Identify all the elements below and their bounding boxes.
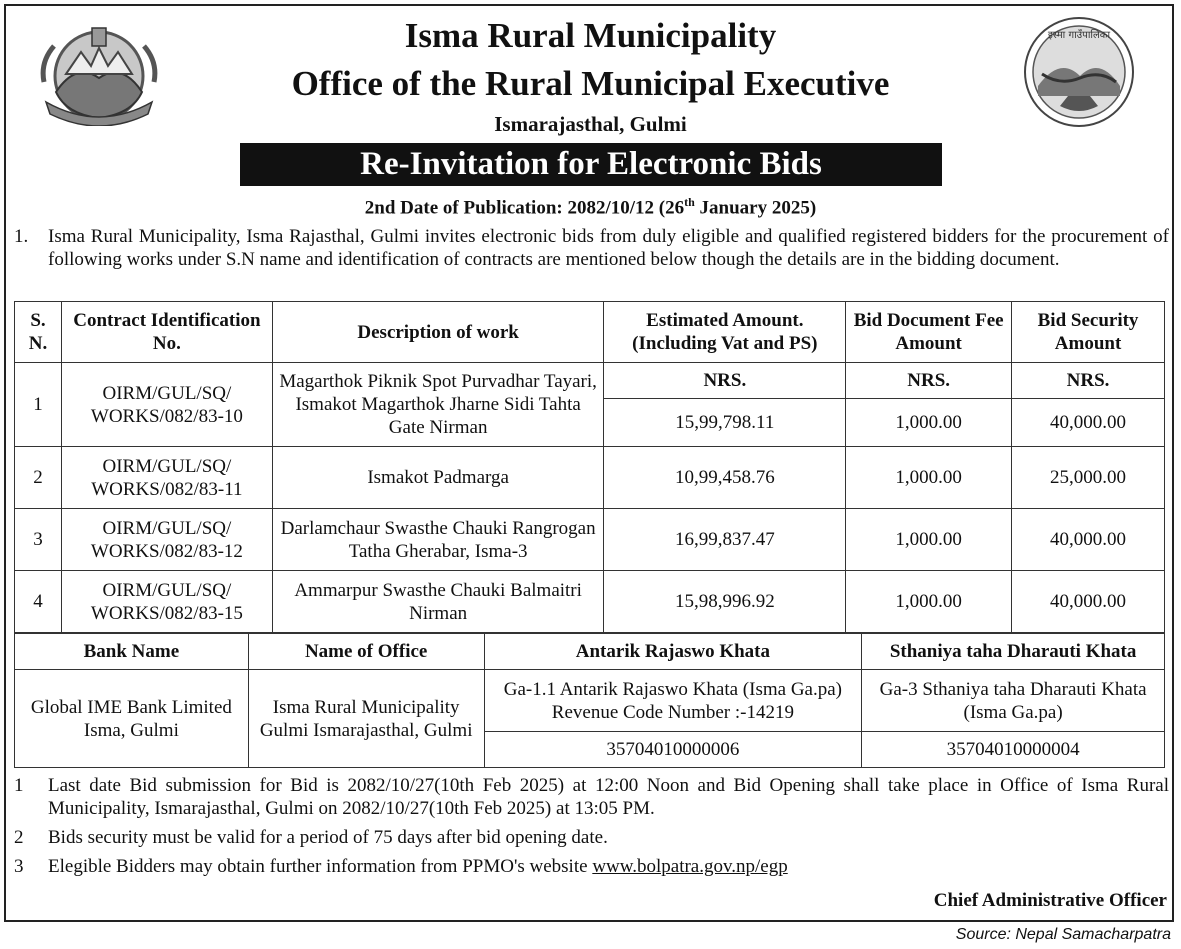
note-item [14, 826, 1169, 849]
works-table [14, 301, 1165, 633]
row-estimated: 15,99,798.11 [604, 399, 846, 447]
table-row [15, 447, 1165, 509]
header-contract-id: Contract Identification No. [61, 302, 272, 363]
header-antarik: Antarik Rajaswo Khata [484, 634, 862, 670]
row-sn: 4 [15, 571, 62, 633]
signature-title: Chief Administrative Officer [933, 890, 1167, 911]
row-security: 40,000.00 [1012, 509, 1165, 571]
note-number: 1 [14, 775, 24, 796]
note-number: 2 [14, 827, 24, 848]
row-estimated: 16,99,837.47 [604, 509, 846, 571]
note-number: 3 [14, 856, 24, 877]
municipality-title: Isma Rural Municipality [404, 16, 777, 55]
row-security: 40,000.00 [1012, 571, 1165, 633]
header-description: Description of work [272, 302, 604, 363]
row-description: Ismakot Padmarga [272, 447, 604, 509]
note-item [14, 774, 1169, 820]
intro-number: 1. [14, 226, 29, 247]
office-title: Office of the Rural Municipal Executive [291, 64, 890, 103]
works-header-row [15, 302, 1165, 363]
table-row [15, 571, 1165, 633]
header-sn: S. N. [15, 302, 62, 363]
table-row [15, 509, 1165, 571]
sthaniya-description: Ga-3 Sthaniya taha Dharauti Khata (Isma Ga.pa) [862, 670, 1165, 732]
bank-header-row [15, 634, 1165, 670]
note-text: Elegible Bidders may obtain further information from PPMO's website [48, 856, 593, 877]
note-item [14, 855, 1169, 878]
source-credit: Source: Nepal Samacharpatra [955, 926, 1171, 943]
header-sthaniya: Sthaniya taha Dharauti Khata [862, 634, 1165, 670]
row-doc-fee: 1,000.00 [846, 447, 1012, 509]
currency-estimated: NRS. [604, 363, 846, 399]
row-description: Magarthok Piknik Spot Purvadhar Tayari, Ismakot Magarthok Jharne Sidi Tahta Gate Nirman [272, 363, 604, 447]
office-address: Ismarajasthal, Gulmi [494, 112, 687, 136]
bank-name: Global IME Bank Limited Isma, Gulmi [15, 670, 249, 768]
row-sn: 3 [15, 509, 62, 571]
header-security: Bid Security Amount [1012, 302, 1165, 363]
row-contract-id: OIRM/GUL/SQ/ WORKS/082/83-15 [61, 571, 272, 633]
office-name: Isma Rural Municipality Gulmi Ismarajasthal, Gulmi [248, 670, 484, 768]
antarik-account-number: 35704010000006 [484, 732, 862, 768]
row-security: 40,000.00 [1012, 399, 1165, 447]
header-estimated: Estimated Amount. (Including Vat and PS) [604, 302, 846, 363]
row-sn: 2 [15, 447, 62, 509]
row-security: 25,000.00 [1012, 447, 1165, 509]
row-contract-id: OIRM/GUL/SQ/ WORKS/082/83-10 [61, 363, 272, 447]
publication-date: 2nd Date of Publication: 2082/10/12 (26th January 2025) [364, 195, 817, 219]
bank-table [14, 633, 1165, 768]
intro-text: Isma Rural Municipality, Isma Rajasthal, Gulmi invites electronic bids from duly eligible and qualified registered bidders for the procurement of following works under S.N name and identification of contracts are mentioned below though the details are in the bidding document. [48, 226, 1169, 270]
table-row [15, 363, 1165, 399]
header-office-name: Name of Office [248, 634, 484, 670]
row-estimated: 15,98,996.92 [604, 571, 846, 633]
row-contract-id: OIRM/GUL/SQ/ WORKS/082/83-11 [61, 447, 272, 509]
notes-list [14, 774, 1169, 884]
bank-row [15, 670, 1165, 732]
svg-text:इस्मा गाउँपालिका: इस्मा गाउँपालिका [1047, 30, 1111, 41]
notice-banner: Re-Invitation for Electronic Bids [240, 143, 942, 186]
row-estimated: 10,99,458.76 [604, 447, 846, 509]
row-sn: 1 [15, 363, 62, 447]
header-bank-name: Bank Name [15, 634, 249, 670]
currency-doc-fee: NRS. [846, 363, 1012, 399]
sthaniya-account-number: 35704010000004 [862, 732, 1165, 768]
row-description: Ammarpur Swasthe Chauki Balmaitri Nirman [272, 571, 604, 633]
row-description: Darlamchaur Swasthe Chauki Rangrogan Tatha Gherabar, Isma-3 [272, 509, 604, 571]
row-doc-fee: 1,000.00 [846, 399, 1012, 447]
antarik-description: Ga-1.1 Antarik Rajaswo Khata (Isma Ga.pa) Revenue Code Number :-14219 [484, 670, 862, 732]
intro-paragraph [14, 225, 1169, 271]
header-doc-fee: Bid Document Fee Amount [846, 302, 1012, 363]
ppmo-website-link[interactable]: www.bolpatra.gov.np/egp [592, 856, 788, 877]
row-doc-fee: 1,000.00 [846, 571, 1012, 633]
note-text: Last date Bid submission for Bid is 2082/10/27(10th Feb 2025) at 12:00 Noon and Bid Opening shall take place in Office of Isma Rural Municipality, Ismarajasthal, Gulmi on 2082/10/27(10th Feb 2025) at 13:05 PM. [48, 775, 1169, 819]
row-contract-id: OIRM/GUL/SQ/ WORKS/082/83-12 [61, 509, 272, 571]
row-doc-fee: 1,000.00 [846, 509, 1012, 571]
currency-security: NRS. [1012, 363, 1165, 399]
note-text: Bids security must be valid for a period of 75 days after bid opening date. [48, 827, 608, 848]
